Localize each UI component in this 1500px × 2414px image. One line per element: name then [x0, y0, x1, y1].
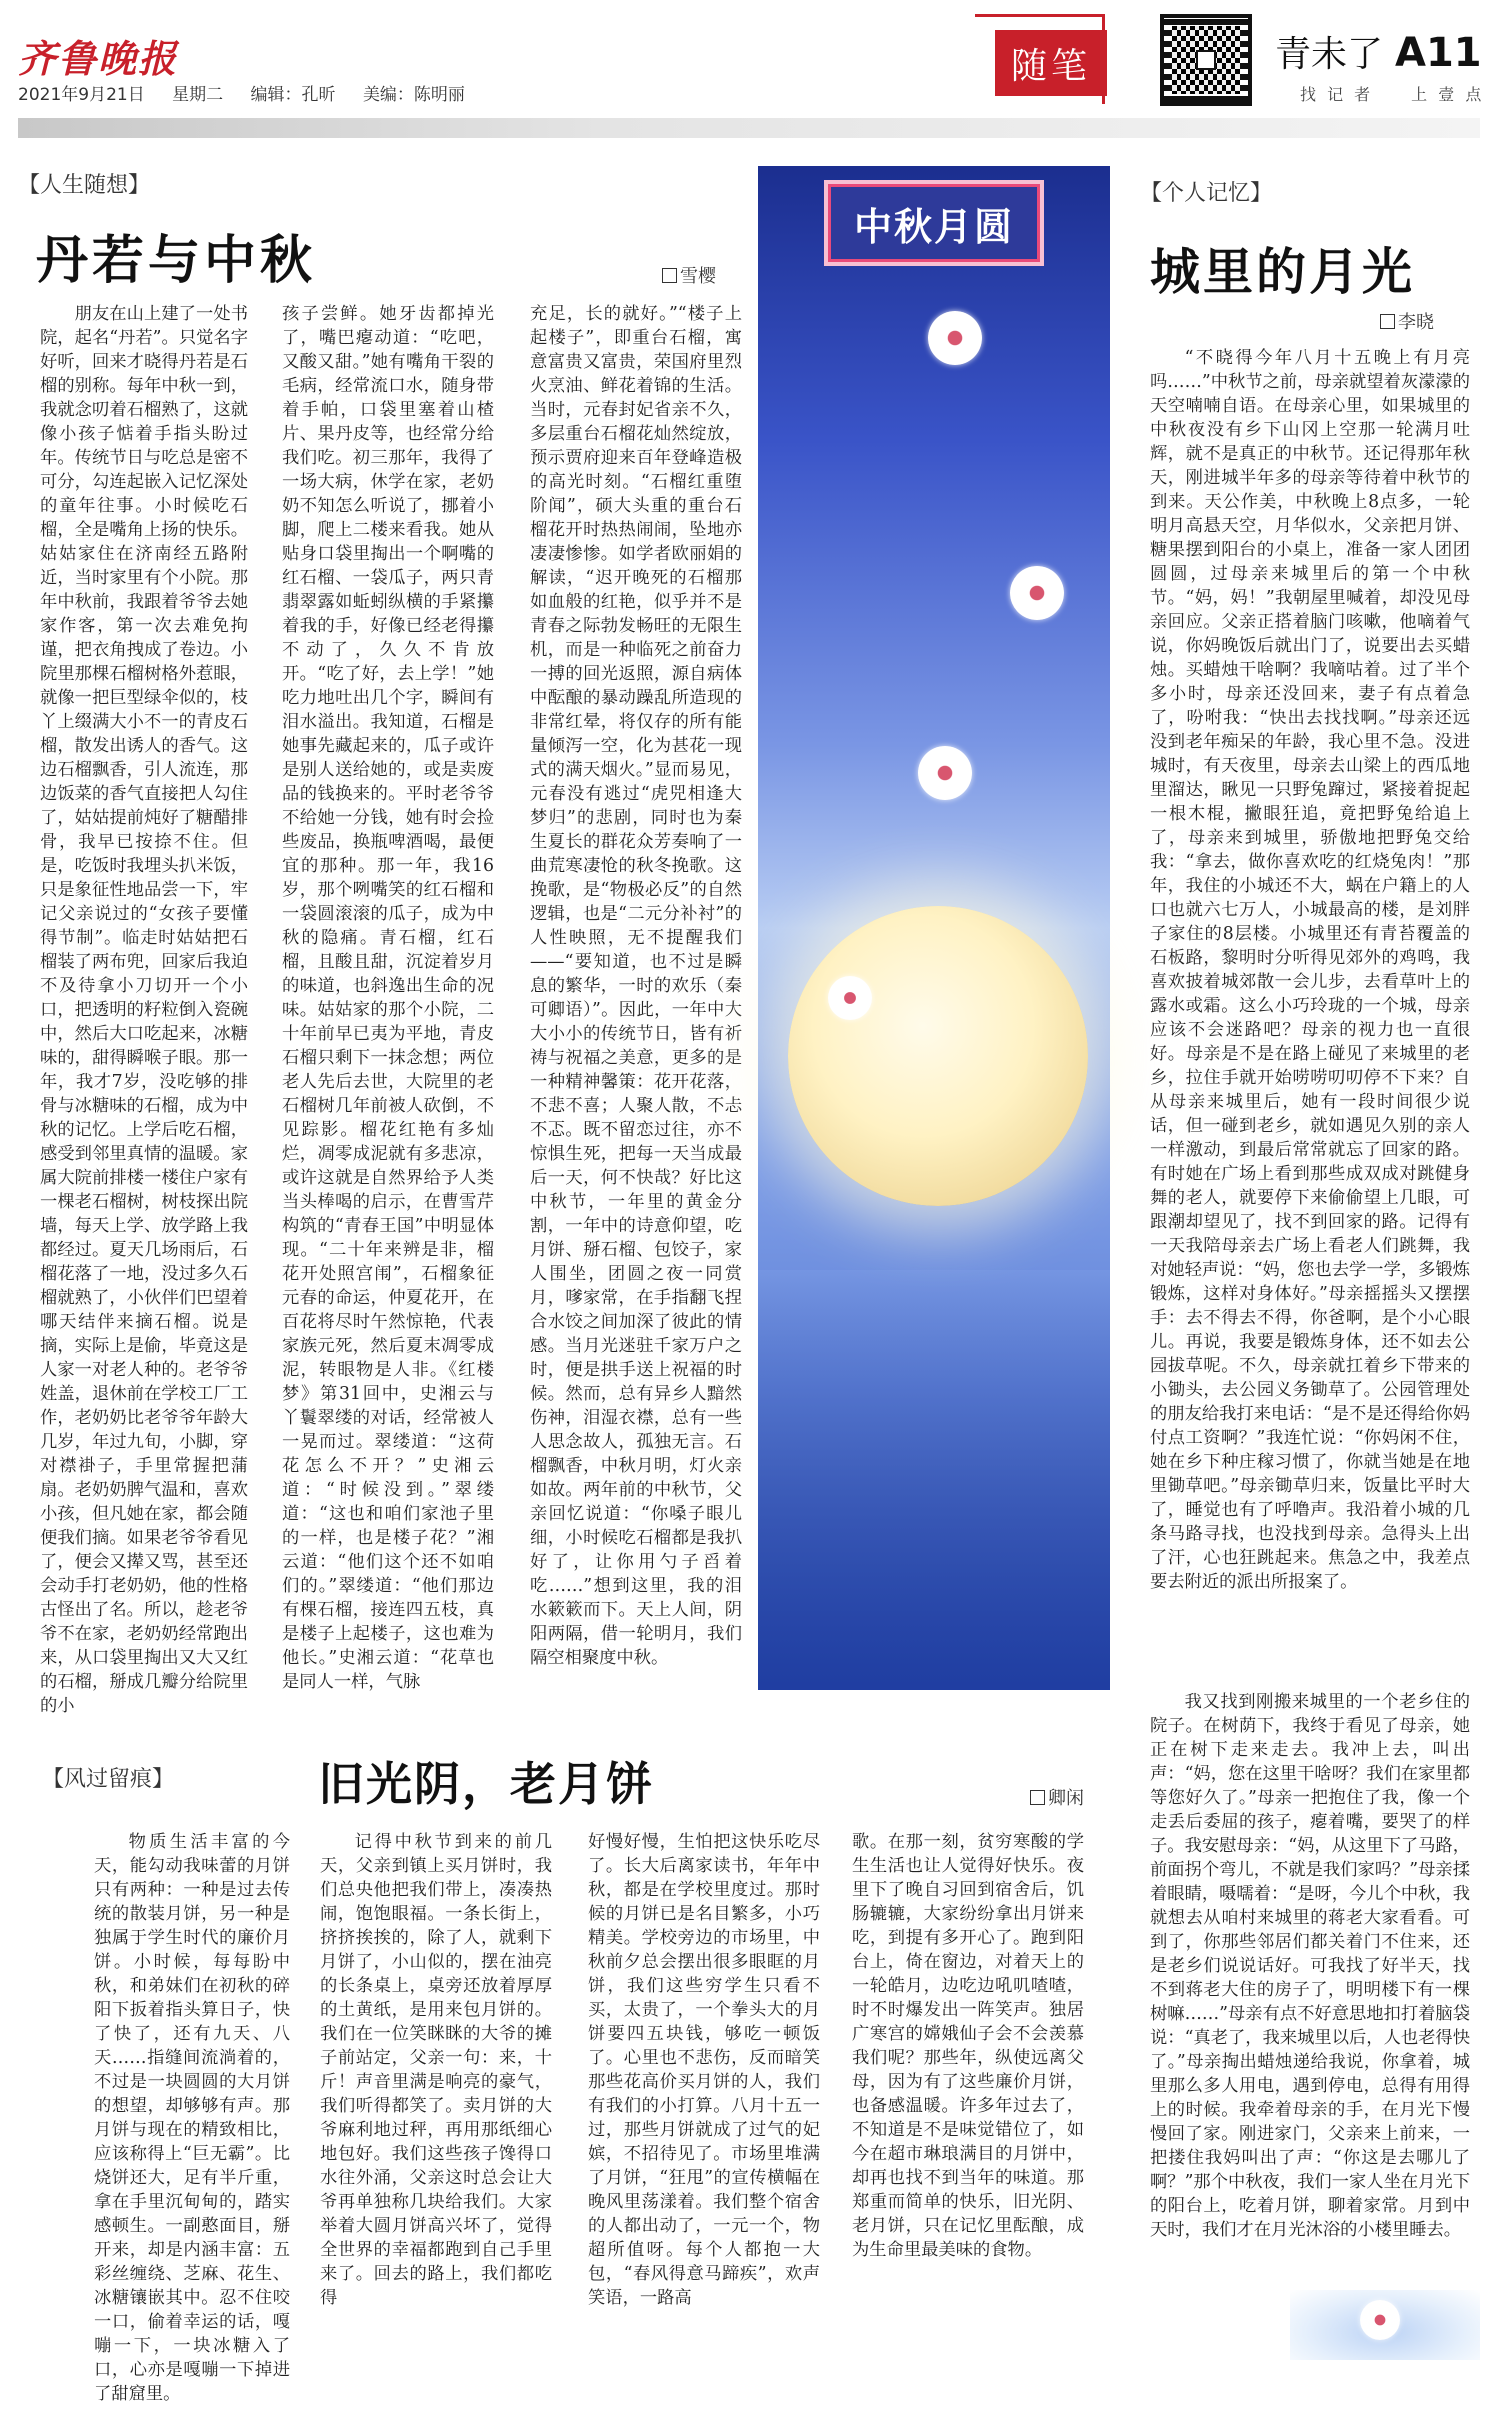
corner-decoration [1290, 2290, 1480, 2360]
article-right-title: 城里的月光 [1150, 242, 1415, 301]
qr-code-icon[interactable] [1160, 14, 1252, 106]
masthead [0, 0, 1500, 145]
article-right-author: 李晓 [1380, 308, 1434, 334]
full-moon-icon [788, 906, 1088, 1206]
dateline [18, 80, 487, 105]
plum-blossom-icon [928, 311, 982, 365]
article-right-col-1: “不晓得今年八月十五晚上有月亮吗……”中秋节之前，母亲就望着灰濛濛的天空喃喃自语。在母亲心里，如果城里的中秋夜没有乡下山冈上空那一轮满月吐辉，就不是真正的中秋节。还记得那年秋天，刚进城半年多的母亲等待着中秋节的到来。天公作美，中秋晚上8点多，一轮明月高悬天空，月华似水，父亲把月饼、糖果摆到阳台的小桌上，准备一家人团团圆圆，过母亲来城里后的第一个中秋节。“妈，妈！”我朝屋里喊着，却没见母亲回应。父亲正搭着脑门咳嗽，他嘀着气说，你妈晚饭后就出门了，说要出去买蜡烛。买蜡烛干啥啊？我嘀咕着。过了半个多小时，母亲还没回来，妻子有点着急了，吩咐我：“快出去找找啊。”母亲还远没到老年痴呆的年龄，我心里不急。没进城时，有天夜里，母亲去山梁上的西瓜地里溜达，瞅见一只野兔蹿过，紧接着捉起一根木棍，撇眼狂追，竟把野兔给追上了，母亲来到城里，骄傲地把野兔交给我：“拿去，做你喜欢吃的红烧兔肉！”那年，我住的小城还不大，蜗在户籍上的人口也就六七万人，小城最高的楼，是刘胖子家住的8层楼。小城里还有青苔覆盖的石板路，黎明时分听得见郊外的鸡鸣，我喜欢披着城郊散一会儿步，去看草叶上的露水或霜。这么小巧玲珑的一个城，母亲应该不会迷路吧？母亲的视力也一直很好。母亲是不是在路上碰见了来城里的老乡，拉住手就开始唠唠叨叨停不下来？自从母亲来城里后，她有一段时间很少说话，但一碰到老乡，就如遇见久别的亲人一样激动，到最后常常就忘了回家的路。有时她在广场上看到那些成双成对跳健身舞的老人，就要停下来偷偷望上几眼，可跟潮却望见了，找不到回家的路。记得有一天我陪母亲去广场上看老人们跳舞，我对她轻声说：“妈，您也去学一学，多锻炼锻炼，这样对身体好。”母亲摇摇头又摆摆手：去不得去不得，你爸啊，是个小心眼儿。再说，我要是锻炼身体，还不如去公园拔草呢。不久，母亲就扛着乡下带来的小锄头，去公园义务锄草了。公园管理处的朋友给我打来电话：“是不是还得给你妈付点工资啊？”我连忙说：“你妈闲不住，她在乡下种庄稼习惯了，你就当她是在地里锄草吧。”母亲锄草归来，饭量比平时大了，睡觉也有了呼噜声。我沿着小城的几条马路寻找，也没找到母亲。急得头上出了汗，心也狂跳起来。焦急之中，我差点要去附近的派出所报案了。 [1150, 348, 1470, 1592]
issue-date: 2021年9月21日 [18, 85, 145, 105]
article-bottom-title: 旧光阴，老月饼 [318, 1757, 654, 1811]
article-bottom-col-1: 物质生活丰富的今天，能勾动我味蕾的月饼只有两种：一种是过去传统的散装月饼，另一种是独属于学生时代的廉价月饼。小时候，每每盼中秋，和弟妹们在初秋的碎阳下扳着指头算日子，快了快了，还有九天、八天……指缝间流淌着的，不过是一块圆圆的大月饼的想望，却够够有声。那月饼与现在的精致相比，应该称得上“巨无霸”。比烧饼还大，足有半斤重，拿在手里沉甸甸的，踏实感顿生。一副憨面目，掰开来，却是内涵丰富：五彩丝缠绕、芝麻、花生、冰糖镶嵌其中。忍不住咬一口，偷着幸运的话，嘎嘣一下，一块冰糖入了口，心亦是嘎嘣一下掉进了甜窟里。 [94, 1832, 290, 2404]
plum-blossom-icon [1010, 566, 1064, 620]
page-info [1275, 26, 1482, 77]
article-left-col-3: 充足，长的就好。”“楼子上起楼子”，即重台石榴，寓意富贵又富贵，荣国府里烈火烹油、鲜花着锦的生活。当时，元春封妃省亲不久，多层重台石榴花灿然绽放，预示贾府迎来百年登峰造极的高光时刻。“石榴红重堕阶闻”，硕大头重的重台石榴花开时热热闹闹，坠地亦凄凄惨惨。如学者欧丽娟的解读，“迟开晚死的石榴那如血般的红艳，似乎并不是青春之际勃发畅旺的无限生机，而是一种临死之前奋力一搏的回光返照，源自病体中酝酿的暴动躁乱所造现的非常红晕，将仅存的所有能量倾泻一空，化为甚花一现式的满天烟火。”显而易见，元春没有逃过“虎兕相逢大梦归”的悲剧，同时也为秦生夏长的群花众芳奏响了一曲荒寒凄怆的秋冬挽歌。这挽歌，是“物极必反”的自然逻辑，也是“二元分补衬”的人性映照，无不提醒我们——“要知道，也不过是瞬息的繁华，一时的欢乐（秦可卿语）”。因此，一年中大大小小的传统节日，皆有祈祷与祝福之美意，更多的是一种精神馨策：花开花落，不悲不喜；人聚人散，不忐不忑。既不留恋过往，亦不惊惧生死，把每一天当成最后一天，何不快哉？好比这中秋节，一年里的黄金分割，一年中的诗意仰望，吃月饼、掰石榴、包饺子，家人围坐，团圆之夜一同赏月，嗲家常，在手指翻飞捏合水饺之间加深了彼此的情感。当月光迷驻千家万户之时，便是拱手送上祝福的时候。然而，总有异乡人黯然伤神，泪湿衣襟，总有一些人思念故人，孤独无言。石榴飘香，中秋月明，灯火亲如故。两年前的中秋节，父亲回忆说道：“你嗓子眼儿细，小时候吃石榴都是我扒好了，让你用勺子舀着吃……”想到这里，我的泪水簌簌而下。天上人间，阴阳两隔，借一轮明月，我们隔空相聚度中秋。 [530, 304, 742, 1668]
article-bottom-col-2: 记得中秋节到来的前几天，父亲到镇上买月饼时，我们总央他把我们带上，凑凑热闹，饱饱眼福。一条长街上，挤挤挨挨的，除了人，就剩下月饼了，小山似的，摆在油亮的长条桌上，桌旁还放着厚厚的土黄纸，是用来包月饼的。我们在一位笑眯眯的大爷的摊子前站定，父亲一句：来，十斤！声音里满是响亮的豪气，我们听得都笑了。卖月饼的大爷麻利地过秤，再用那纸细心地包好。我们这些孩子馋得口水往外涌，父亲这时总会让大爷再单独称几块给我们。大家举着大圆月饼高兴坏了，觉得全世界的幸福都跑到自己手里来了。回去的路上，我们都吃得 [320, 1832, 552, 2308]
article-left-col-1: 朋友在山上建了一处书院，起名“丹若”。只觉名字好听，回来才晓得丹若是石榴的别称。每年中秋一到，我就念叨着石榴熟了，这就像小孩子惦着手指头盼过年。传统节日与吃总是密不可分，勾连起嵌入记忆深处的童年往事。小时候吃石榴，全是嘴角上扬的快乐。姑姑家住在济南经五路附近，当时家里有个小院。那年中秋前，我跟着爷爷去她家作客，第一次去难免拘谨，把衣角拽成了卷边。小院里那棵石榴树格外惹眼，就像一把巨型绿伞似的，枝丫上缀满大小不一的青皮石榴，散发出诱人的香气。这边石榴飘香，引人流连，那边饭菜的香气直接把人勾住了，姑姑提前炖好了糖醋排骨，我早已按捺不住。但是，吃饭时我埋头扒米饭，只是象征性地品尝一下，牢记父亲说过的“女孩子要懂得节制”。临走时姑姑把石榴装了两布兜，回家后我迫不及待拿小刀切开一个小口，把透明的籽粒倒入瓷碗中，然后大口吃起来，冰糖味的，甜得瞬喉子眼。那一年，我才7岁，没吃够的排骨与冰糖味的石榴，成为中秋的记忆。上学后吃石榴，感受到邻里真情的温暖。家属大院前排楼一楼住户家有一棵老石榴树，树枝探出院墙，每天上学、放学路上我都经过。夏天几场雨后，石榴花落了一地，没过多久石榴就熟了，小伙伴们巴望着哪天结伴来摘石榴。说是摘，实际上是偷，毕竟这是人家一对老人种的。老爷爷姓盖，退休前在学校工厂工作，老奶奶比老爷爷年龄大几岁，年过九旬，小脚，穿对襟褂子，手里常握把蒲扇。老奶奶脾气温和，喜欢小孩，但凡她在家，都会随便我们摘。如果老爷爷看见了，便会又撵又骂，甚至还会动手打老奶奶，他的性格古怪出了名。所以，趁老爷爷不在家，老奶奶经常跑出来，从口袋里掏出又大又红的石榴，掰成几瓣分给院里的小 [40, 304, 248, 1716]
water-reflection [758, 1270, 1110, 1690]
page-name: 青未了 [1275, 34, 1384, 75]
article-bottom-col-4: 歌。在那一刻，贫穷寒酸的学生生活也让人觉得好快乐。夜里下了晚自习回到宿舍后，饥肠辘辘，大家纷纷拿出月饼来吃，到提有多开心了。跑到阳台上，倚在窗边，对着天上的一轮皓月，边吃边吼叽喳喳，时不时爆发出一阵笑声。独居广寒宫的嫦娥仙子会不会羡慕我们呢？那些年，纵使远离父母，因为有了这些廉价月饼，也备感温暖。许多年过去了，不知道是不是味觉错位了，如今在超市琳琅满目的月饼中，却再也找不到当年的味道。那郑重而简单的快乐，旧光阴、老月饼，只在记忆里酝酿，成为生命里最美味的食物。 [852, 1832, 1084, 2260]
newspaper-logo: 齐鲁晚报 [18, 36, 179, 81]
masthead-divider [18, 118, 1480, 138]
article-left-author: 雪樱 [662, 262, 716, 288]
page-number: A11 [1395, 30, 1482, 76]
article-right-tag: 【个人记忆】 [1140, 181, 1273, 206]
article-left-tag: 【人生随想】 [18, 173, 151, 198]
reporter-label: 找 记 者 上 壹 点 [1300, 85, 1485, 104]
illustration-title: 中秋月圆 [828, 184, 1040, 262]
editor-credit: 编辑：孔昕 [250, 85, 336, 105]
plum-blossom-icon [828, 976, 872, 1020]
section-tag: 随笔 [995, 30, 1107, 96]
article-right-col-2: 我又找到刚搬来城里的一个老乡住的院子。在树荫下，我终于看见了母亲，她正在树下走来走去。我冲上去，叫出声：“妈，您在这里干啥呀？我们在家里都等您好久了。”母亲一把抱住了我，像一个走丢后委屈的孩子，瘪着嘴，要哭了的样子。我安慰母亲：“妈，从这里下了马路，前面拐个弯儿，不就是我们家吗？”母亲揉着眼睛，嗫嚅着：“是呀，今儿个中秋，我就想去从咱村来城里的蒋老大家看看。可到了，你那些邻居们都关着门不住来，还是老乡们说说话好。可我找了好半天，找不到蒋老大住的房子了，明明楼下有一棵树嘛……”母亲有点不好意思地扣打着脑袋说：“真老了，我来城里以后，人也老得快了。”母亲掏出蜡烛递给我说，你拿着，城里那么多人用电，遇到停电，总得有用得上的时候。我牵着母亲的手，在月光下慢慢回了家。刚进家门，父亲来上前来，一把搂住我妈叫出了声：“你这是去哪儿了啊？”那个中秋夜，我们一家人坐在月光下的阳台上，吃着月饼，聊着家常。月到中天时，我们才在月光沐浴的小楼里睡去。 [1150, 1692, 1470, 2240]
article-bottom-tag: 【风过留痕】 [42, 1767, 175, 1792]
article-left-col-2: 孩子尝鲜。她牙齿都掉光了，嘴巴瘪动道：“吃吧，又酸又甜。”她有嘴角干裂的毛病，经常流口水，随身带着手帕，口袋里塞着山楂片、果丹皮等，也经常分给我们吃。初三那年，我得了一场大病，休学在家，老奶奶不知怎么听说了，挪着小脚，爬上二楼来看我。她从贴身口袋里掏出一个啊嘴的红石榴、一袋瓜子，两只青翡翠露如蚯蚓纵横的手紧攥着我的手，好像已经老得攥不动了，久久不肯放开。“吃了好，去上学！”她吃力地吐出几个字，瞬间有泪水溢出。我知道，石榴是她事先藏起来的，瓜子或许是别人送给她的，或是卖废品的钱换来的。平时老爷爷不给她一分钱，她有时会捡些废品，换瓶啤酒喝，最便宜的那种。那一年，我16岁，那个咧嘴笑的红石榴和一袋圆滚滚的瓜子，成为中秋的隐痛。青石榴，红石榴，且酸且甜，沉淀着岁月的味道，也斜逸出生命的况味。姑姑家的那个小院，二十年前早已夷为平地，青皮石榴只剩下一抹念想；两位老人先后去世，大院里的老石榴树几年前被人砍倒，不见踪影。榴花红艳有多灿烂，凋零成泥就有多悲凉，或许这就是自然界给予人类当头棒喝的启示，在曹雪芹构筑的“青春王国”中明显体现。“二十年来辨是非，榴花开处照宫闱”，石榴象征元春的命运，仲夏花开，在百花将尽时午然惊艳，代表家族元死，然后夏末凋零成泥，转眼物是人非。《红楼梦》第31回中，史湘云与丫鬟翠缕的对话，经常被人一晃而过。翠缕道：“这荷花怎么不开？”史湘云道：“时候没到。”翠缕道：“这也和咱们家池子里的一样，也是楼子花？”湘云道：“他们这个还不如咱们的。”翠缕道：“他们那边有棵石榴，接连四五枝，真是楼子上起楼子，这也难为他长。”史湘云道：“花草也是同人一样，气脉 [282, 304, 494, 1692]
mid-autumn-illustration [758, 166, 1110, 1690]
plum-blossom-icon [1360, 2300, 1400, 2340]
issue-weekday: 星期二 [172, 85, 224, 105]
article-left-title: 丹若与中秋 [36, 230, 317, 291]
plum-blossom-icon [918, 746, 972, 800]
designer-credit: 美编：陈明丽 [362, 85, 465, 105]
article-bottom-col-3: 好慢好慢，生怕把这快乐吃尽了。长大后离家读书，年年中秋，都是在学校里度过。那时候的月饼已是名目繁多，小巧精美。学校旁边的市场里，中秋前夕总会摆出很多眼眶的月饼，我们这些穷学生只看不买，太贵了，一个拳头大的月饼要四五块钱，够吃一顿饭了。心里也不悲伤，反而暗笑那些花高价买月饼的人，我们有我们的小打算。八月十五一过，那些月饼就成了过气的妃嫔，不招待见了。市场里堆满了月饼，“狂甩”的宣传横幅在晚风里荡漾着。我们整个宿舍的人都出动了，一元一个，物超所值呀。每个人都抱一大包，“春风得意马蹄疾”，欢声笑语，一路高 [588, 1832, 820, 2308]
article-bottom-author: 卿闲 [1030, 1784, 1084, 1810]
